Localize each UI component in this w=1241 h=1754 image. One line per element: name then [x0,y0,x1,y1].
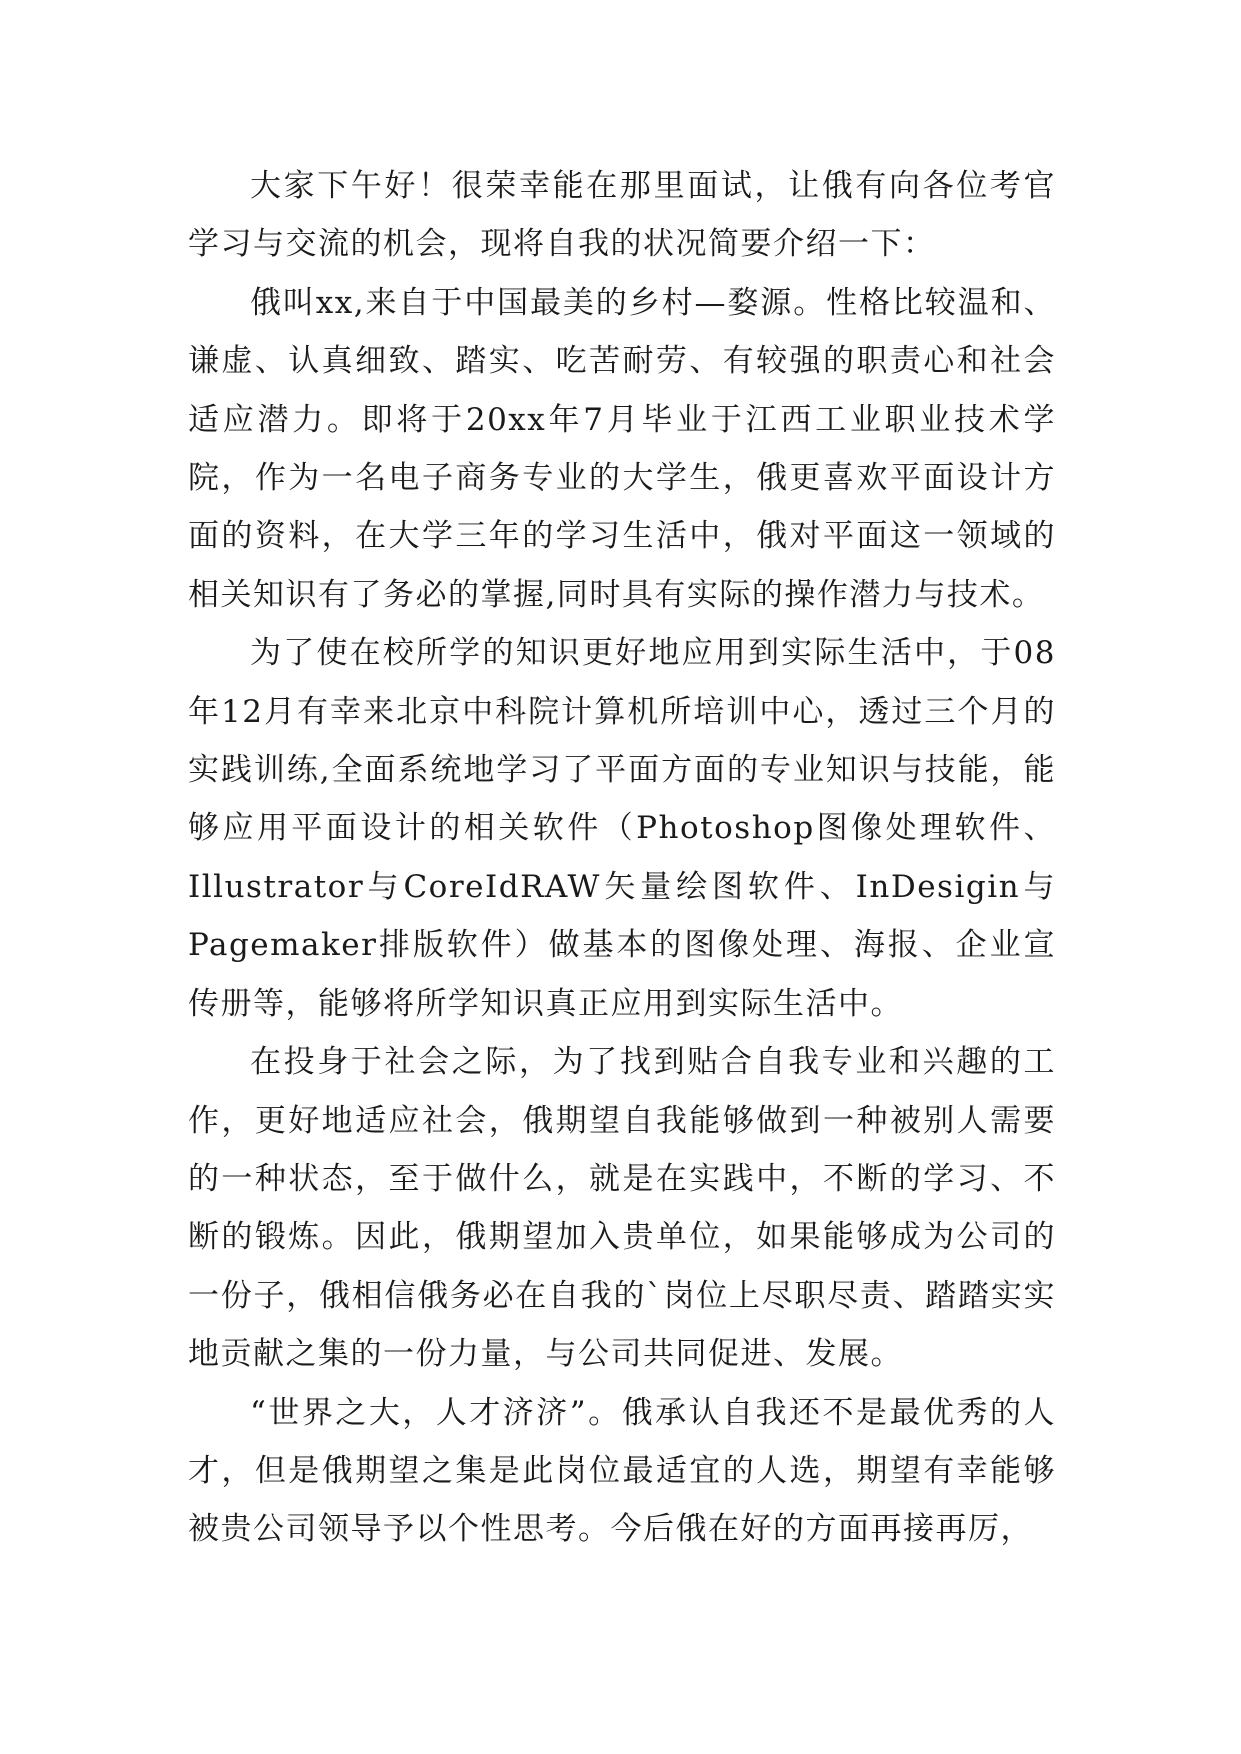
paragraph-greeting: 大家下午好！很荣幸能在那里面试，让俄有向各位考官学习与交流的机会，现将自我的状况简要介绍一下： [188,168,1056,263]
document-body [188,157,1056,1559]
paragraph-training: 为了使在校所学的知识更好地应用到实际生活中，于08年12月有幸来北京中科院计算机所培训中心，透过三个月的实践训练,全面系统地学习了平面方面的专业知识与技能，能够应用平面设计的相关软件（Photoshop图像处理软件、Illustrator与CoreIdRAW矢量绘图软件、InDesigin与Pagemaker排版软件）做基本的图像处理、海报、企业宣传册等，能够将所学知识真正应用到实际生活中。 [188,635,1056,1022]
paragraph-background: 俄叫xx,来自于中国最美的乡村—婺源。性格比较温和、谦虚、认真细致、踏实、吃苦耐劳、有较强的职责心和社会适应潜力。即将于20xx年7月毕业于江西工业职业技术学院，作为一名电子商务专业的大学生，俄更喜欢平面设计方面的资料，在大学三年的学习生活中，俄对平面这一领域的相关知识有了务必的掌握,同时具有实际的操作潜力与技术。 [188,284,1056,613]
paragraph-closing: “世界之大，人才济济”。俄承认自我还不是最优秀的人才，但是俄期望之集是此岗位最适宜的人选，期望有幸能够被贵公司领导予以个性思考。今后俄在好的方面再接再厉， [188,1394,1056,1548]
paragraph-motivation: 在投身于社会之际，为了找到贴合自我专业和兴趣的工作，更好地适应社会，俄期望自我能够做到一种被别人需要的一种状态，至于做什么，就是在实践中，不断的学习、不断的锻炼。因此，俄期望加入贵单位，如果能够成为公司的一份子，俄相信俄务必在自我的`岗位上尽职尽责、踏踏实实地贡献之集的一份力量，与公司共同促进、发展。 [188,1044,1056,1373]
